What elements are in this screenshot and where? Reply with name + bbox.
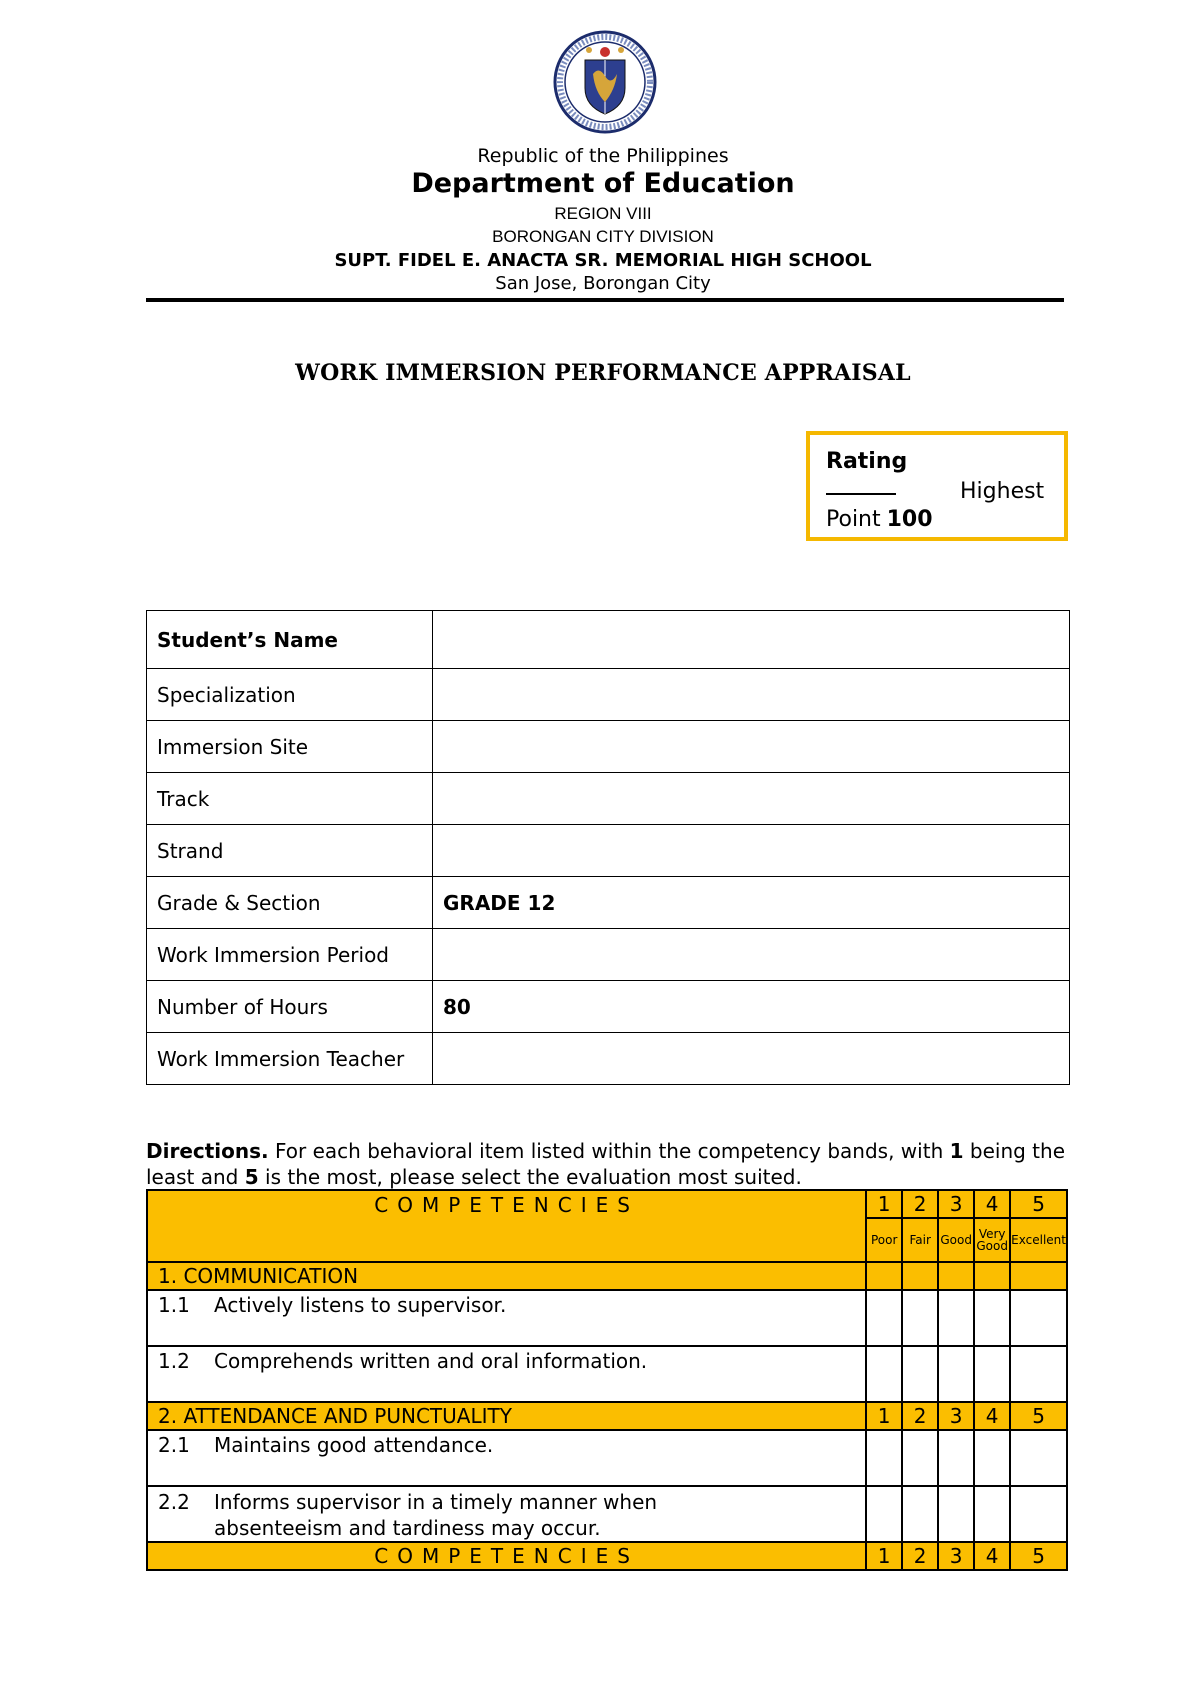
rating-cell-5[interactable] bbox=[1010, 1346, 1067, 1402]
competency-item: 1.2 Comprehends written and oral information. bbox=[147, 1346, 866, 1402]
info-row bbox=[147, 825, 1070, 877]
rating-point-label: Point bbox=[826, 507, 881, 532]
rating-cell-5[interactable] bbox=[1010, 1486, 1067, 1542]
student-info-table bbox=[146, 610, 1070, 1085]
scale-number: 4 bbox=[974, 1542, 1010, 1570]
rating-cell-5[interactable] bbox=[1010, 1430, 1067, 1486]
rating-cell-3[interactable] bbox=[938, 1290, 974, 1346]
info-label: Grade & Section bbox=[147, 877, 433, 929]
scale-number: 4 bbox=[974, 1402, 1010, 1430]
info-label: Strand bbox=[147, 825, 433, 877]
competencies-header-row bbox=[147, 1190, 1067, 1218]
rating-label: Rating bbox=[826, 449, 908, 474]
info-row bbox=[147, 981, 1070, 1033]
rating-cell-2[interactable] bbox=[902, 1346, 938, 1402]
scale-number: 1 bbox=[866, 1190, 902, 1218]
immersion-teacher-field[interactable] bbox=[433, 1033, 1070, 1085]
section-title: 2. ATTENDANCE AND PUNCTUALITY bbox=[147, 1402, 866, 1430]
rating-cell-1[interactable] bbox=[866, 1486, 902, 1542]
school-address: San Jose, Borongan City bbox=[495, 273, 711, 294]
section-row bbox=[147, 1402, 1067, 1430]
rating-cell-3[interactable] bbox=[938, 1430, 974, 1486]
rating-cell-4[interactable] bbox=[974, 1290, 1010, 1346]
scale-number: 5 bbox=[1010, 1190, 1067, 1218]
rating-cell-3[interactable] bbox=[938, 1486, 974, 1542]
specialization-field[interactable] bbox=[433, 669, 1070, 721]
scale-word: Very Good bbox=[974, 1218, 1010, 1262]
competencies-table bbox=[146, 1189, 1068, 1571]
scale-number: 2 bbox=[902, 1402, 938, 1430]
info-row bbox=[147, 721, 1070, 773]
scale-number: 1 bbox=[866, 1542, 902, 1570]
info-label: Immersion Site bbox=[147, 721, 433, 773]
info-label: Track bbox=[147, 773, 433, 825]
competency-item-row bbox=[147, 1290, 1067, 1346]
scale-number: 3 bbox=[938, 1542, 974, 1570]
scale-number: 5 bbox=[1010, 1542, 1067, 1570]
rating-box bbox=[806, 431, 1068, 541]
scale-word: Good bbox=[938, 1218, 974, 1262]
rating-cell-1[interactable] bbox=[866, 1430, 902, 1486]
deped-seal-icon bbox=[553, 30, 657, 134]
rating-point-value: 100 bbox=[886, 507, 933, 532]
scale-number: 3 bbox=[938, 1190, 974, 1218]
info-label: Student’s Name bbox=[147, 611, 433, 669]
competency-item-row bbox=[147, 1486, 1067, 1542]
scale-number: 2 bbox=[902, 1542, 938, 1570]
info-row bbox=[147, 1033, 1070, 1085]
student-name-field[interactable] bbox=[433, 611, 1070, 669]
scale-number: 5 bbox=[1010, 1402, 1067, 1430]
rating-cell-4[interactable] bbox=[974, 1346, 1010, 1402]
info-label: Work Immersion Period bbox=[147, 929, 433, 981]
rating-cell-2[interactable] bbox=[902, 1430, 938, 1486]
competency-item: 2.2 Informs supervisor in a timely manner when absenteeism and tardiness may occur. bbox=[147, 1486, 866, 1542]
school-name: SUPT. FIDEL E. ANACTA SR. MEMORIAL HIGH SCHOOL bbox=[334, 250, 872, 271]
info-row bbox=[147, 929, 1070, 981]
rating-point-line bbox=[826, 507, 933, 532]
scale-word: Poor bbox=[866, 1218, 902, 1262]
competency-item-row bbox=[147, 1430, 1067, 1486]
rating-cell-3[interactable] bbox=[938, 1346, 974, 1402]
immersion-period-field[interactable] bbox=[433, 929, 1070, 981]
grade-section-field[interactable]: GRADE 12 bbox=[433, 877, 1070, 929]
competencies-header: COMPETENCIES bbox=[147, 1190, 866, 1262]
info-label: Specialization bbox=[147, 669, 433, 721]
competencies-footer-row bbox=[147, 1542, 1067, 1570]
region-line: REGION VIII bbox=[554, 204, 652, 223]
header-divider bbox=[146, 298, 1064, 302]
info-row bbox=[147, 877, 1070, 929]
rating-cell-2[interactable] bbox=[902, 1486, 938, 1542]
rating-cell-4[interactable] bbox=[974, 1486, 1010, 1542]
competencies-footer: COMPETENCIES bbox=[147, 1542, 866, 1570]
rating-cell-2[interactable] bbox=[902, 1290, 938, 1346]
info-row bbox=[147, 773, 1070, 825]
scale-number: 1 bbox=[866, 1402, 902, 1430]
rating-blank-line[interactable] bbox=[826, 479, 896, 495]
info-row bbox=[147, 669, 1070, 721]
track-field[interactable] bbox=[433, 773, 1070, 825]
scale-word: Excellent bbox=[1010, 1218, 1067, 1262]
immersion-site-field[interactable] bbox=[433, 721, 1070, 773]
section-row bbox=[147, 1262, 1067, 1290]
republic-line: Republic of the Philippines bbox=[477, 145, 729, 167]
info-row bbox=[147, 611, 1070, 669]
department-name: Department of Education bbox=[411, 168, 795, 199]
section-title: 1. COMMUNICATION bbox=[147, 1262, 866, 1290]
competency-item: 1.1 Actively listens to supervisor. bbox=[147, 1290, 866, 1346]
rating-cell-5[interactable] bbox=[1010, 1290, 1067, 1346]
scale-word: Fair bbox=[902, 1218, 938, 1262]
division-line: BORONGAN CITY DIVISION bbox=[492, 227, 714, 246]
rating-cell-1[interactable] bbox=[866, 1290, 902, 1346]
competency-item: 2.1 Maintains good attendance. bbox=[147, 1430, 866, 1486]
rating-cell-1[interactable] bbox=[866, 1346, 902, 1402]
info-label: Work Immersion Teacher bbox=[147, 1033, 433, 1085]
rating-highest-label: Highest bbox=[960, 479, 1045, 504]
rating-cell-4[interactable] bbox=[974, 1430, 1010, 1486]
strand-field[interactable] bbox=[433, 825, 1070, 877]
number-of-hours-field[interactable]: 80 bbox=[433, 981, 1070, 1033]
page-title: WORK IMMERSION PERFORMANCE APPRAISAL bbox=[295, 360, 911, 386]
scale-number: 3 bbox=[938, 1402, 974, 1430]
scale-number: 4 bbox=[974, 1190, 1010, 1218]
info-label: Number of Hours bbox=[147, 981, 433, 1033]
scale-number: 2 bbox=[902, 1190, 938, 1218]
directions-text: Directions. For each behavioral item listed within the competency bands, with 1 being the least and 5 is the most, please select the evaluation most suited. bbox=[146, 1139, 1065, 1189]
competency-item-row bbox=[147, 1346, 1067, 1402]
